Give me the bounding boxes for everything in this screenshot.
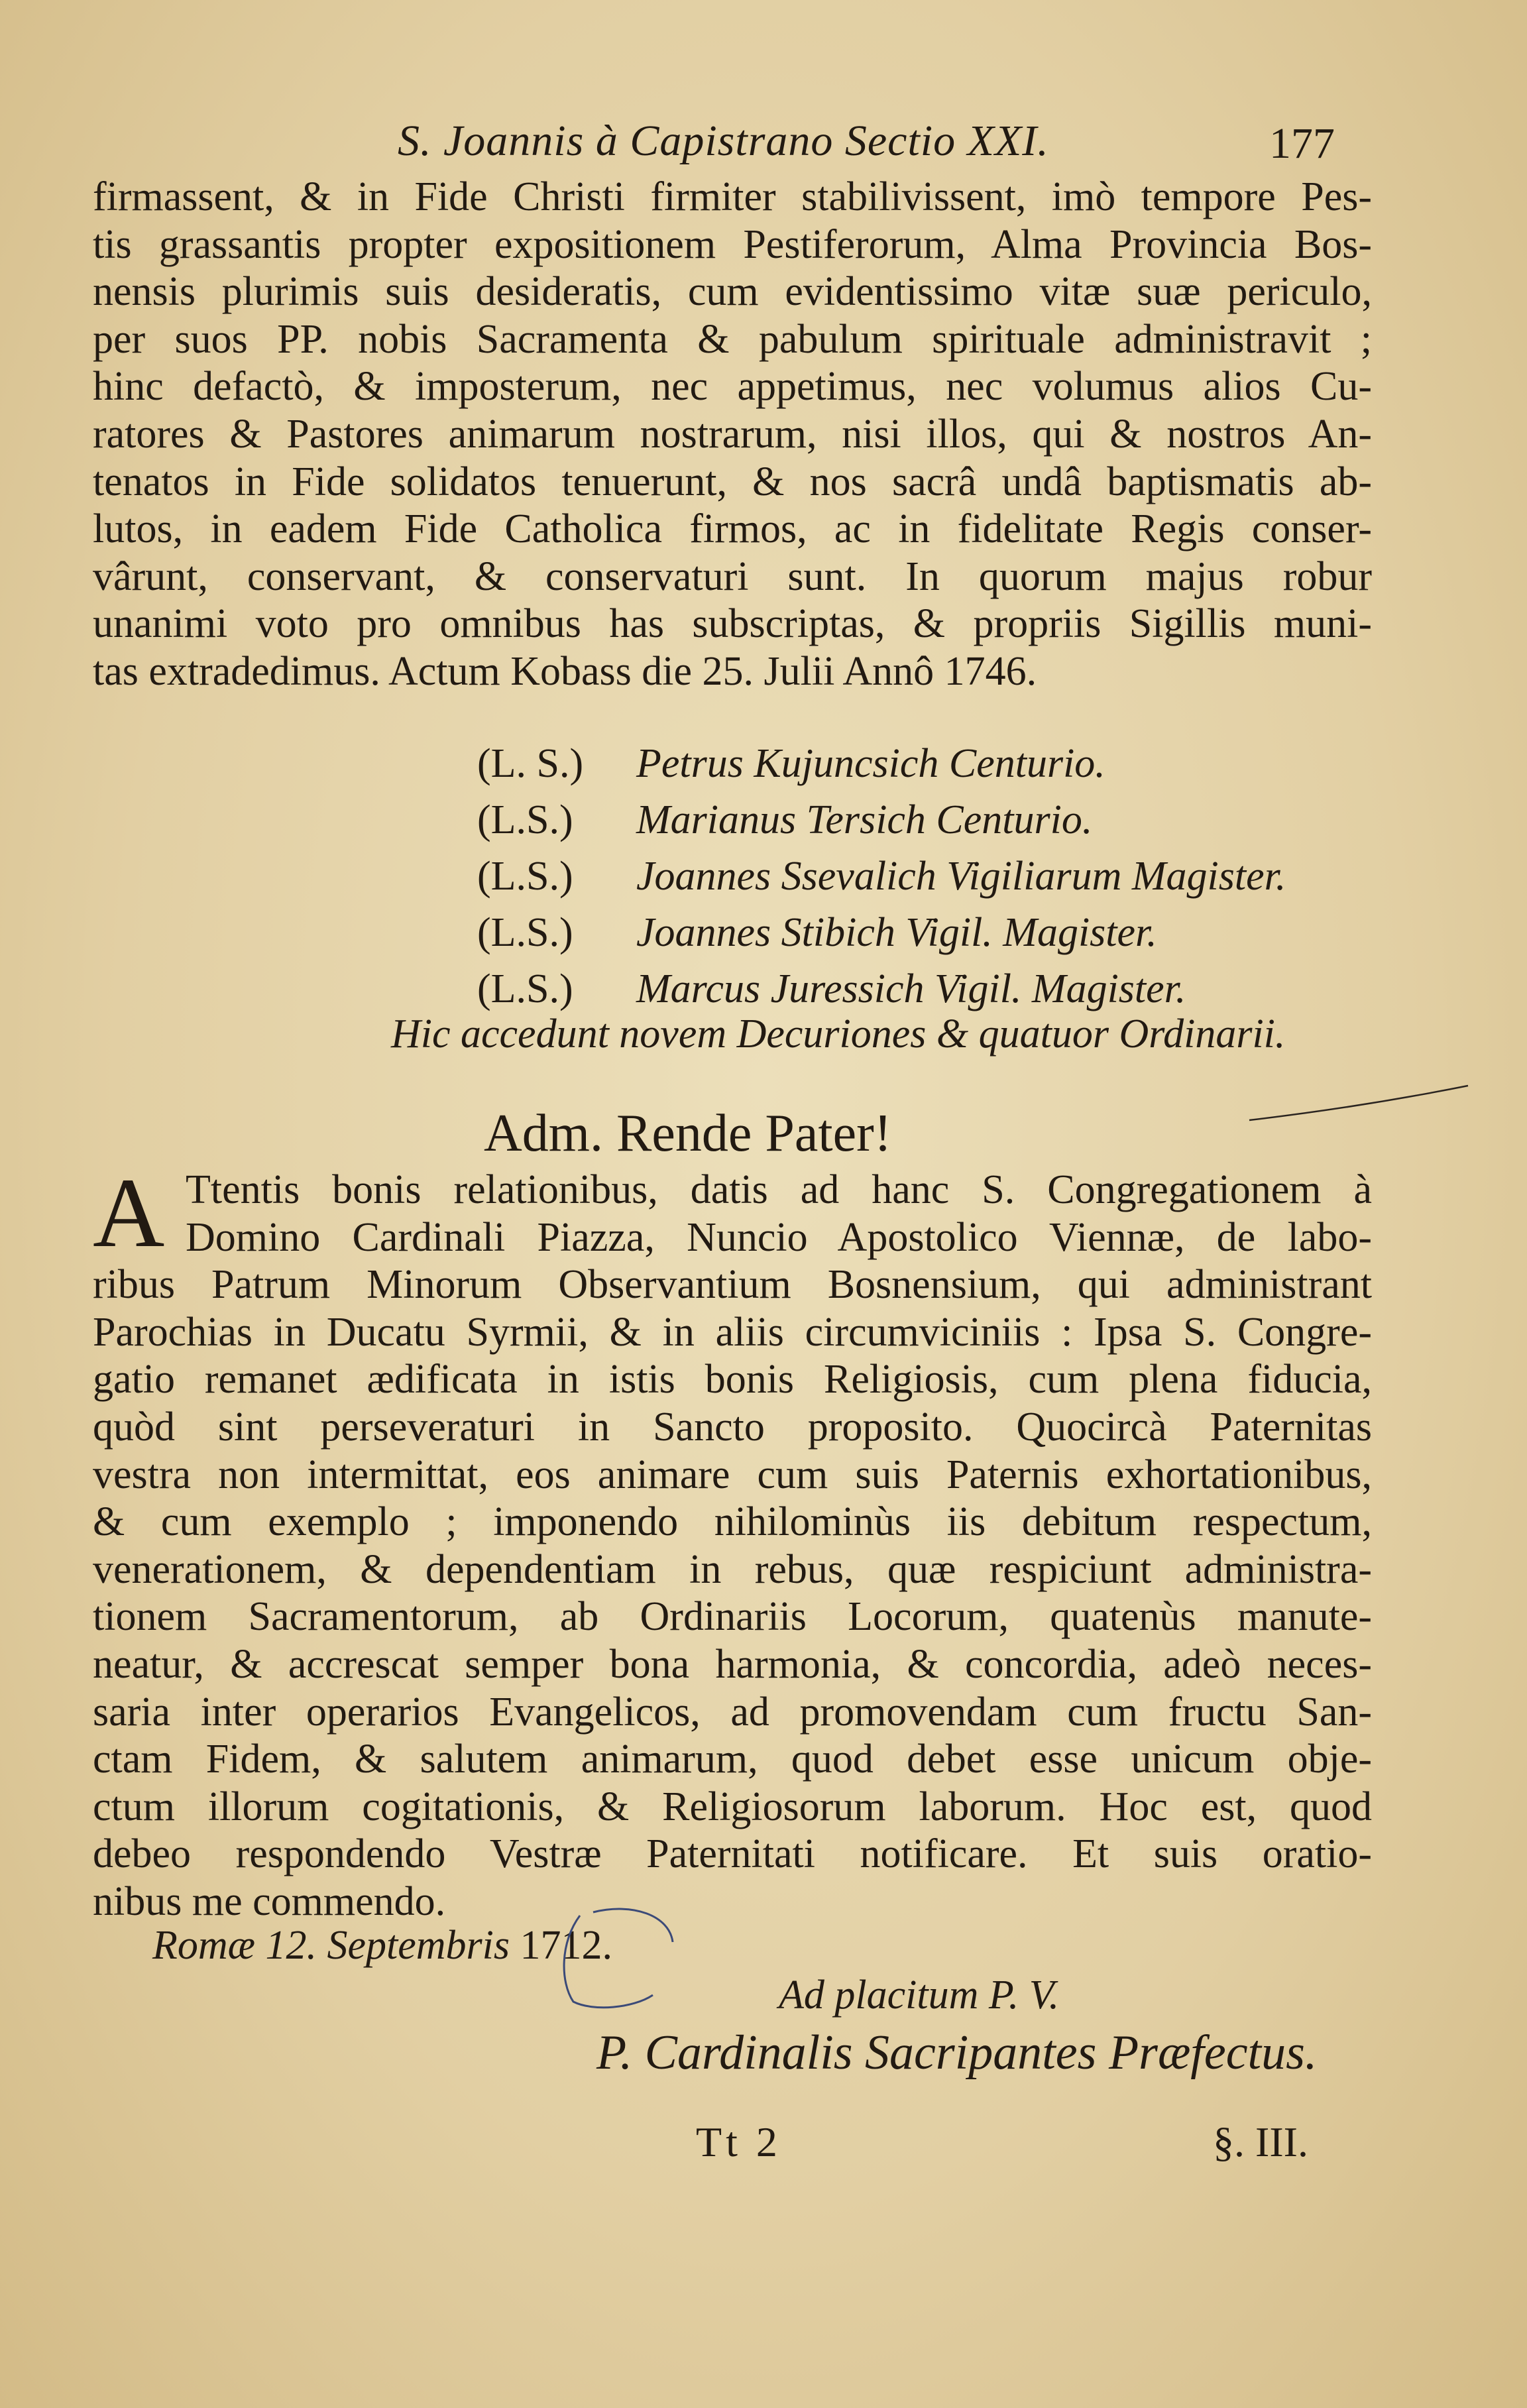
text-line: ctum illorum cogitationis, & Religiosorum laborum. Hoc est, quod (93, 1784, 1372, 1829)
seal-mark: (L. S.) (477, 741, 584, 786)
text-line: Parochias in Ducatu Syrmii, & in aliis circumviciniis : Ipsa S. Congre- (93, 1309, 1372, 1355)
text-line: tionem Sacramentorum, ab Ordinariis Locorum, quatenùs manute- (93, 1594, 1372, 1640)
text-line: vestra non intermittat, eos animare cum suis Paternis exhortationibus, (93, 1452, 1372, 1497)
text-line: per suos PP. nobis Sacramenta & pabulum spirituale administravit ; (93, 316, 1372, 362)
text-line: debeo respondendo Vestræ Paternitati notificare. Et suis oratio- (93, 1831, 1372, 1877)
drop-capital: A (93, 1158, 165, 1268)
placet-formula: Ad placitum P. V. (779, 1973, 1060, 2018)
text-line: ribus Patrum Minorum Observantium Bosnensium, qui administrant (93, 1262, 1372, 1308)
additional-signatories-note: Hic accedunt novem Decuriones & quatuor Ordinarii. (391, 1011, 1286, 1057)
signatory-name: Joannes Ssevalich Vigiliarum Magister. (636, 854, 1286, 899)
signatory-name: Petrus Kujuncsich Centurio. (636, 741, 1105, 786)
text-line: saria inter operarios Evangelicos, ad promovendam cum fructu San- (93, 1689, 1372, 1735)
text-line: hinc defactò, & imposterum, nec appetimus, nec volumus alios Cu- (93, 364, 1372, 410)
text-line: quòd sint perseveraturi in Sancto proposito. Quocircà Paternitas (93, 1404, 1372, 1450)
ink-circle-mark (553, 1902, 679, 2015)
signature-list (477, 736, 1405, 1017)
text-line: nibus me commendo. (93, 1878, 446, 1924)
seal-mark: (L.S.) (477, 797, 573, 842)
seal-mark: (L.S.) (477, 910, 573, 955)
date-year: 1712. (520, 1923, 613, 1968)
text-line: ratores & Pastores animarum nostrarum, nisi illos, qui & nostros An- (93, 411, 1372, 457)
pen-stroke-mark (1246, 1080, 1471, 1133)
letter-salutation: Adm. Rende Pater! (484, 1104, 892, 1163)
signatory-name: Joannes Stibich Vigil. Magister. (636, 910, 1157, 955)
signature-mark: Tt 2 (696, 2118, 781, 2165)
page-header (398, 116, 1348, 176)
signature-row (477, 905, 1405, 961)
paragraph-letter (93, 1167, 1372, 1926)
catchword: §. III. (1213, 2118, 1308, 2165)
text-line: Domino Cardinali Piazza, Nuncio Apostolico Viennæ, de labo- (186, 1214, 1372, 1260)
text-line: lutos, in eadem Fide Catholica firmos, ac in fidelitate Regis conser- (93, 506, 1372, 552)
signature-row (477, 848, 1405, 905)
text-line: gatio remanet ædificata in istis bonis Religiosis, cum plena fiducia, (93, 1357, 1372, 1403)
signature-row (477, 792, 1405, 848)
date-place: Romæ 12. Septembris (152, 1923, 510, 1968)
text-line: Ttentis bonis relationibus, datis ad hanc S. Congregationem à (186, 1167, 1372, 1212)
text-line: tas extradedimus. Actum Kobass die 25. Julii Annô 1746. (93, 648, 1037, 694)
signature-row (477, 961, 1405, 1017)
text-line: nensis plurimis suis desideratis, cum evidentissimo vitæ suæ periculo, (93, 269, 1372, 315)
text-line: unanimi voto pro omnibus has subscriptas, & propriis Sigillis muni- (93, 601, 1372, 647)
cardinal-signature: P. Cardinalis Sacripantes Præfectus. (596, 2026, 1318, 2080)
text-line: tenatos in Fide solidatos tenuerunt, & nos sacrâ undâ baptismatis ab- (93, 459, 1372, 504)
seal-mark: (L.S.) (477, 854, 573, 899)
page-number: 177 (1269, 119, 1335, 168)
text-line: firmassent, & in Fide Christi firmiter stabilivissent, imò tempore Pes- (93, 174, 1372, 219)
letter-date (152, 1922, 612, 1969)
text-line: tis grassantis propter expositionem Pestiferorum, Alma Provincia Bos- (93, 221, 1372, 267)
seal-mark: (L.S.) (477, 966, 573, 1011)
signature-row (477, 736, 1405, 792)
text-line: neatur, & accrescat semper bona harmonia, & concordia, adeò neces- (93, 1641, 1372, 1687)
text-line: vârunt, conservant, & conservaturi sunt. In quorum majus robur (93, 553, 1372, 599)
text-line: venerationem, & dependentiam in rebus, quæ respiciunt administra- (93, 1546, 1372, 1592)
signatory-name: Marcus Juressich Vigil. Magister. (636, 966, 1186, 1011)
running-title: S. Joannis à Capistrano Sectio XXI. (398, 117, 1049, 165)
signatory-name: Marianus Tersich Centurio. (636, 797, 1093, 842)
text-line: & cum exemplo ; imponendo nihilominùs iis debitum respectum, (93, 1499, 1372, 1545)
paragraph-petition (93, 174, 1372, 696)
text-line: ctam Fidem, & salutem animarum, quod debet esse unicum obje- (93, 1737, 1372, 1782)
